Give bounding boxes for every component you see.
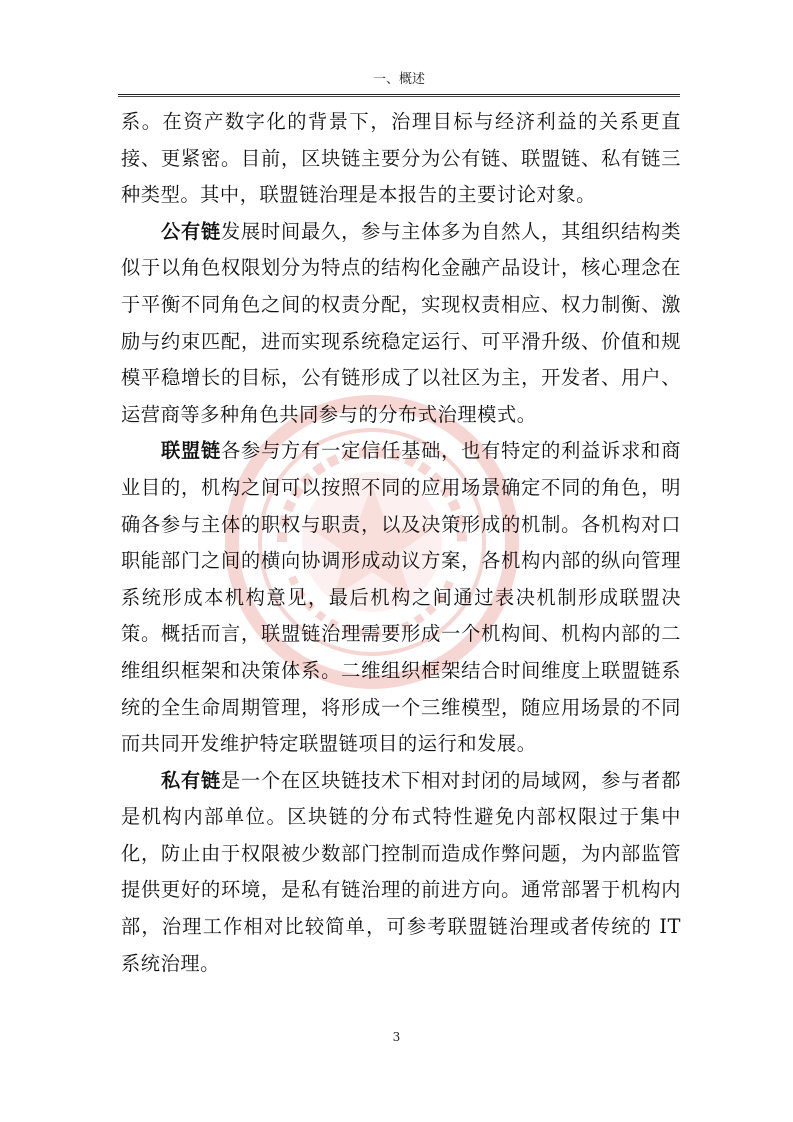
page-number: 3 <box>392 1030 401 1044</box>
paragraph-text: 是一个在区块链技术下相对封闭的局域网，参与者都是机构内部单位。区块链的分布式特性避免内部权限过于集中化，防止由于权限被少数部门控制而造成作弊问题，为内部监管提供更好的环境，是私有链治理的前进方向。通常部署于机构内部，治理工作相对比较简单，可参考联盟链治理或者传统的 IT 系统治理。 <box>121 768 681 975</box>
term-private-chain: 私有链 <box>161 768 222 792</box>
header-rule <box>118 94 680 95</box>
paragraph-private-chain <box>121 763 681 983</box>
term-consortium-chain: 联盟链 <box>161 439 222 463</box>
paragraph-text: 各参与方有一定信任基础，也有特定的利益诉求和商业目的，机构之间可以按照不同的应用场景确定不同的角色，明确各参与主体的职权与职责，以及决策形成的机制。各机构对口职能部门之间的横向协调形成动议方案，各机构内部的纵向管理系统形成本机构意见，最后机构之间通过表决机制形成联盟决策。概括而言，联盟链治理需要形成一个机构间、机构内部的二维组织框架和决策体系。二维组织框架结合时间维度上联盟链系统的全生命周期管理，将形成一个三维模型，随应用场景的不同而共同开发维护特定联盟链项目的运行和发展。 <box>121 439 681 756</box>
paragraph-text: 系。在资产数字化的背景下，治理目标与经济利益的关系更直接、更紧密。目前，区块链主要分为公有链、联盟链、私有链三种类型。其中，联盟链治理是本报告的主要讨论对象。 <box>121 110 681 207</box>
paragraph-public-chain <box>121 214 681 434</box>
term-public-chain: 公有链 <box>161 219 222 243</box>
page-header: 一、概述 <box>372 72 425 87</box>
header-rule-secondary <box>118 96 680 97</box>
paragraph-consortium-chain <box>121 433 681 762</box>
paragraph-continuation <box>121 104 681 214</box>
paragraph-text: 发展时间最久，参与主体多为自然人，其组织结构类似于以角色权限划分为特点的结构化金融产品设计，核心理念在于平衡不同角色之间的权责分配，实现权责相应、权力制衡、激励与约束匹配，进而实现系统稳定运行、可平滑升级、价值和规模平稳增长的目标，公有链形成了以社区为主，开发者、用户、运营商等多种角色共同参与的分布式治理模式。 <box>121 219 681 426</box>
body-text <box>121 104 681 982</box>
